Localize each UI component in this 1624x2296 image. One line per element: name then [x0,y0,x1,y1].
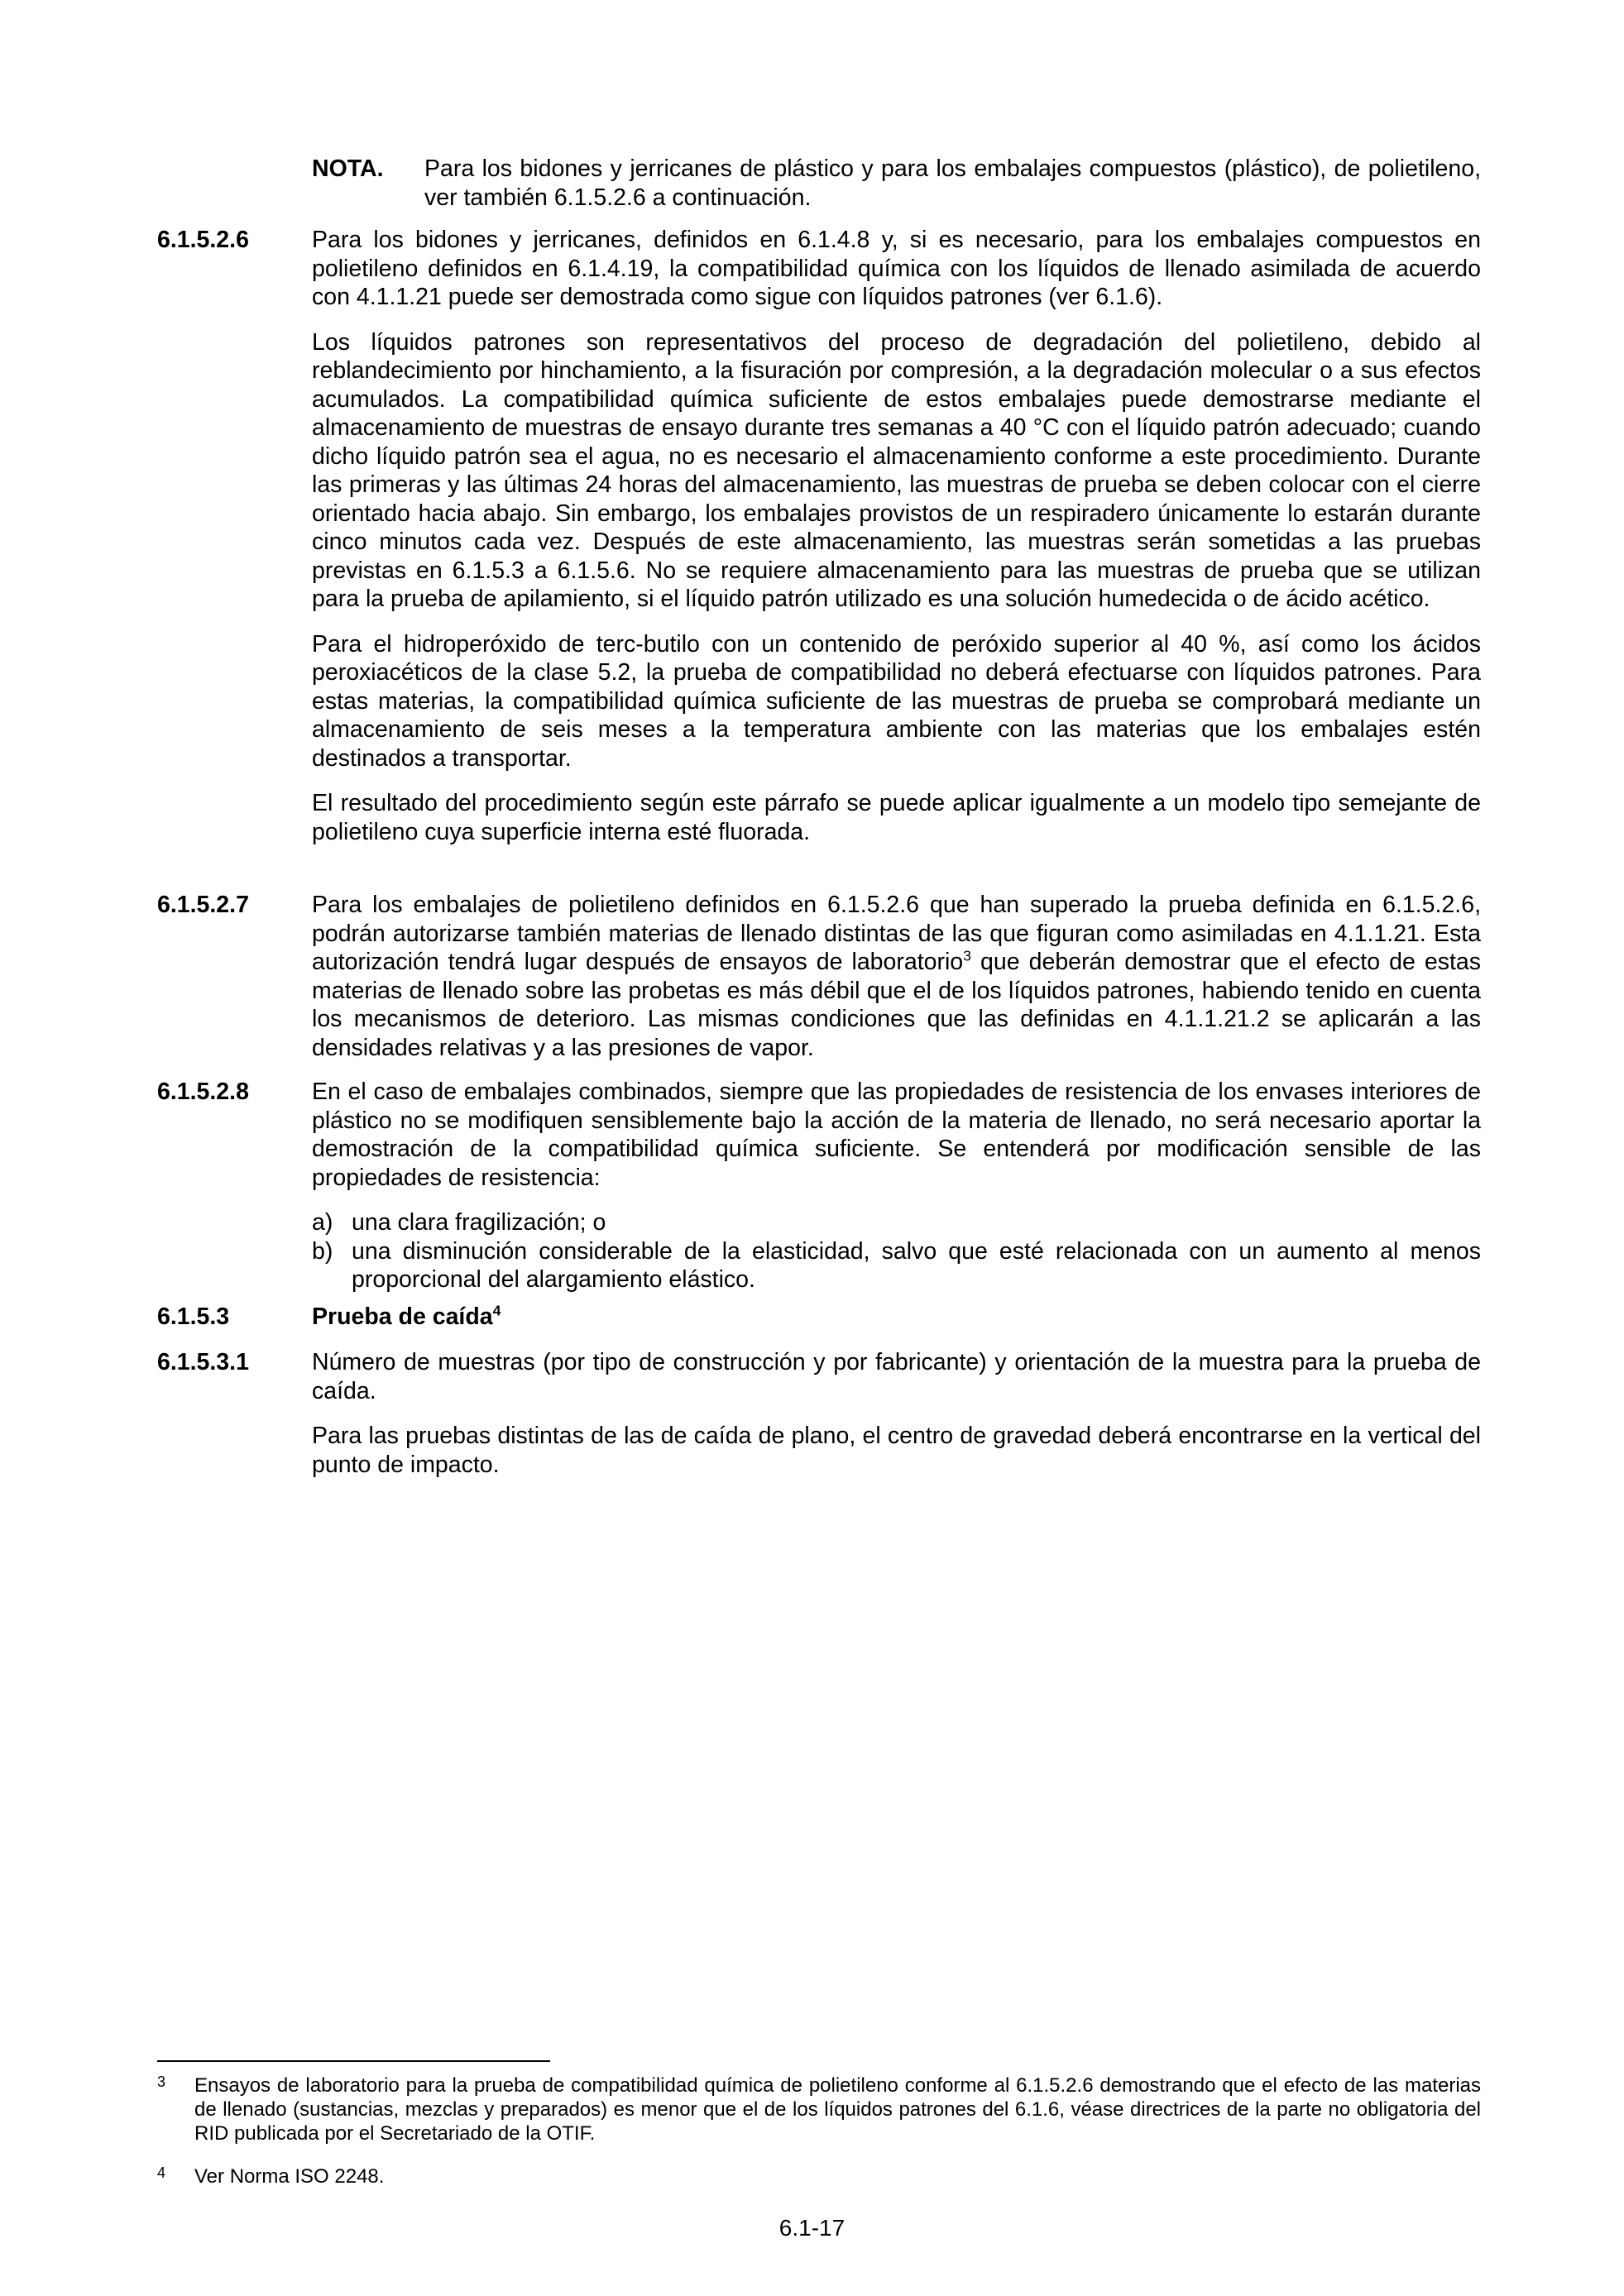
footnote-text: Ver Norma ISO 2248. [194,2165,385,2188]
paragraph-text: Para los embalajes de polietileno definidos en 6.1.5.2.6 que han superado la prueba definida en 6.1.5.2.6, podrán autorizarse también materias de llenado distintas de las que figuran como asimiladas en 4.1.1.21. Esta autorización tendrá lugar después de ensayos de laboratorio [312,892,1481,975]
list-item-text: una disminución considerable de la elasticidad, salvo que esté relacionada con un aumento al menos proporcional del alargamiento elástico. [352,1237,1481,1293]
footnote [157,2164,1481,2188]
list-item-text: una clara fragilización; o [352,1209,606,1236]
section-6-1-5-2-7 [157,891,1481,1062]
section-6-1-5-2-6 [157,226,1481,846]
footnote-reference[interactable]: 3 [963,947,971,964]
page-number: 6.1-17 [778,2215,846,2241]
section-number: 6.1.5.3 [157,1303,230,1330]
nota-block [157,155,1481,212]
section-number: 6.1.5.2.7 [157,892,249,918]
footnote [157,2074,1481,2145]
section-number: 6.1.5.3.1 [157,1349,249,1375]
section-number: 6.1.5.2.8 [157,1079,249,1105]
section-6-1-5-2-8 [157,1078,1481,1294]
section-6-1-5-3-1 [157,1348,1481,1479]
footnote-mark: 3 [157,2074,166,2090]
paragraph: Para los bidones y jerricanes, definidos en 6.1.4.8 y, si es necesario, para los embalajes compuestos en polietileno definidos en 6.1.4.19, la compatibilidad química con los líquidos de llenado asimilada de acuerdo con 4.1.1.21 puede ser demostrada como sigue con líquidos patrones (ver 6.1.6). [312,227,1481,310]
heading-text: Prueba de caída [312,1303,493,1330]
paragraph [312,891,1481,1062]
paragraph: El resultado del procedimiento según este párrafo se puede aplicar igualmente a un modelo tipo semejante de polietileno cuya superficie interna esté fluorada. [312,790,1481,845]
section-number: 6.1.5.2.6 [157,227,249,253]
paragraph: En el caso de embalajes combinados, siempre que las propiedades de resistencia de los envases interiores de plástico no se modifiquen sensiblemente bajo la acción de la materia de llenado, no será necesario aportar la demostración de la compatibilidad química suficiente. Se entenderá por modificación sensible de las propiedades de resistencia: [312,1079,1481,1191]
paragraph: Los líquidos patrones son representativos del proceso de degradación del polietileno, debido al reblandecimiento por hinchamiento, a la fisuración por compresión, a la degradación molecular o a sus efectos acumulados. La compatibilidad química suficiente de estos embalajes puede demostrarse mediante el almacenamiento de muestras de ensayo durante tres semanas a 40 °C con el líquido patrón adecuado; cuando dicho líquido patrón sea el agua, no es necesario el almacenamiento conforme a este procedimiento. Durante las primeras y las últimas 24 horas del almacenamiento, las muestras de prueba se deben colocar con el cierre orientado hacia abajo. Sin embargo, los embalajes provistos de un respiradero únicamente lo estarán durante cinco minutos cada vez. Después de este almacenamiento, las muestras serán sometidas a las pruebas previstas en 6.1.5.3 a 6.1.5.6. No se requiere almacenamiento para las muestras de prueba que se utilizan para la prueba de apilamiento, si el líquido patrón utilizado es una solución humedecida o de ácido acético. [312,328,1481,612]
list-item [312,1237,1481,1294]
list-item-label: b) [312,1237,333,1265]
footnote-reference[interactable]: 4 [492,1302,501,1319]
footnote-mark: 4 [157,2164,166,2181]
nota-label: NOTA. [312,155,384,182]
footnote-divider [157,2060,550,2062]
paragraph: Para el hidroperóxido de terc-butilo con un contenido de peróxido superior al 40 %, así como los ácidos peroxiacéticos de la clase 5.2, la prueba de compatibilidad no deberá efectuarse con líquidos patrones. Para estas materias, la compatibilidad química suficiente de las muestras de prueba se comprobará mediante un almacenamiento de seis meses a la temperatura ambiente con las materias que los embalajes estén destinados a transportar. [312,630,1481,772]
paragraph-text: que deberán demostrar que el efecto de estas materias de llenado sobre las probetas es más débil que el de los líquidos patrones, habiendo tenido en cuenta los mecanismos de deterioro. Las mismas condiciones que las definidas en 4.1.1.21.2 se aplicarán a las densidades relativas y a las presiones de vapor. [312,949,1481,1061]
section-6-1-5-3 [157,1303,1481,1332]
nota-text: Para los bidones y jerricanes de plástico y para los embalajes compuestos (plástico), de polietileno, ver también 6.1.5.2.6 a continuación. [424,155,1481,211]
list-item [312,1208,1481,1237]
section-heading [312,1303,1481,1332]
criteria-list [312,1208,1481,1294]
paragraph: Para las pruebas distintas de las de caída de plano, el centro de gravedad deberá encontrarse en la vertical del punto de impacto. [312,1423,1481,1478]
footnote-text: Ensayos de laboratorio para la prueba de compatibilidad química de polietileno conforme al 6.1.5.2.6 demostrando que el efecto de las materias de llenado (sustancias, mezclas y preparados) es menor que el de los líquidos patrones del 6.1.6, véase directrices de la parte no obligatoria del RID publicada por el Secretariado de la OTIF. [194,2074,1481,2145]
paragraph: Número de muestras (por tipo de construcción y por fabricante) y orientación de la muestra para la prueba de caída. [312,1349,1481,1404]
list-item-label: a) [312,1209,333,1236]
